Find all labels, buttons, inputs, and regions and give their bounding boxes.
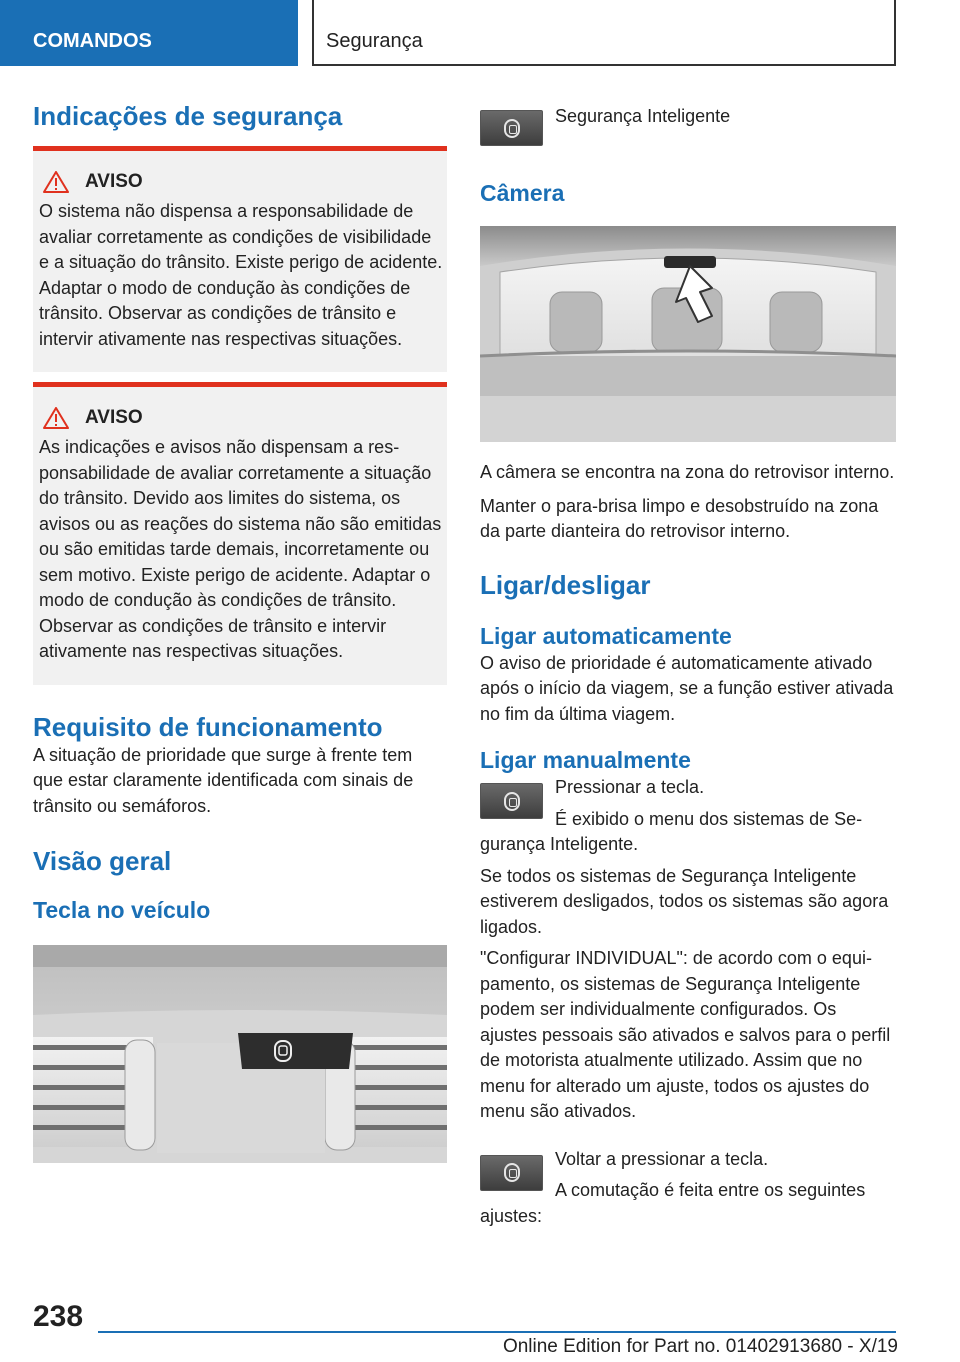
- warning-text: O sistema não dispensa a responsabilidade de avaliar corretamente as condições de visibilidade e a situação do trânsito. Existe perigo de acidente. Adaptar o modo de condução às condições de trânsito. Observar as condições de trânsito e intervir ativamente nas respectivas situações.: [39, 201, 443, 349]
- requirements-title: Requisito de funcionamento: [33, 711, 383, 742]
- warning-label: AVISO: [85, 407, 143, 428]
- warning-text: As indicações e avisos não dispensam a responsabilidade de avaliar corretamente a situação do trânsito. Devido aos limites do sistema, os avisos ou as reações do sistema não são emitidas ou são emitidas tarde demais, incorretamente ou sem motivo. Existe perigo de acidente. Adaptar o modo de condução às condições de trânsito. Observar as condições de trânsito e intervir ativamente nas respectivas situações.: [39, 437, 442, 661]
- warning-box-1: [33, 146, 447, 372]
- auto-on-title: Ligar automaticamente: [480, 622, 732, 649]
- right-column: [480, 100, 896, 1229]
- warning-icon: [43, 171, 69, 193]
- vehicle-key-title: Tecla no veículo: [33, 897, 211, 923]
- key-caption: Segurança Inteligente: [555, 106, 731, 126]
- overview-title: Visão geral: [33, 846, 172, 876]
- camera-location-image: [480, 226, 896, 442]
- left-column: [33, 100, 447, 1163]
- camera-text-1: A câmera se encontra na zona do retrovisor interno.: [480, 462, 895, 482]
- safety-key-image: [480, 783, 543, 819]
- section-title: Segurança: [312, 0, 896, 66]
- manual-text-1: Se todos os sistemas de Segurança Inteligente estiverem desligados, todos os sistemas são agora ligados.: [480, 865, 889, 937]
- warning-box-2: [33, 382, 447, 685]
- car-interior-illustration: [480, 226, 896, 442]
- chapter-tab: COMANDOS: [0, 0, 298, 66]
- manual-step-1: Pressionar a tecla.: [555, 777, 705, 797]
- auto-on-text: O aviso de prioridade é automaticamente ativado após o início da viagem, se a função estiver ativada no fim da última viagem.: [480, 652, 894, 724]
- warning-icon: [43, 407, 69, 429]
- footer-divider: [98, 1331, 896, 1333]
- again-step-2: A comutação é feita entre os seguintes ajustes:: [480, 1180, 866, 1226]
- manual-text-2: "Configurar INDIVIDUAL": de acordo com o equipamento, os sistemas de Segurança Inteligente podem ser individualmente configurados. Os ajustes pessoais são ativados e salvos para o perfil de motorista atualmente utilizado. Assim que no menu for alterado um ajuste, todos os ajustes do menu são ativados.: [480, 948, 891, 1121]
- shield-icon: [504, 792, 520, 811]
- requirements-text: A situação de prioridade que surge à frente tem que estar claramente identificada com sinais de trânsito ou semáforos.: [33, 744, 414, 816]
- page-number: 238: [33, 1300, 84, 1333]
- dashboard-illustration: [33, 945, 447, 1163]
- manual-on-title: Ligar manualmente: [480, 747, 691, 773]
- again-step-1: Voltar a pressionar a tecla.: [555, 1148, 769, 1169]
- safety-title: Indicações de segurança: [33, 101, 343, 131]
- edition-note: Online Edition for Part no. 01402913680 - X/19: [502, 1336, 898, 1357]
- dashboard-button-image: [33, 945, 447, 1163]
- manual-step-2: É exibido o menu dos sistemas de Segurança Inteligente.: [480, 808, 863, 854]
- warning-label: AVISO: [85, 171, 143, 192]
- safety-key-image: [480, 1155, 543, 1191]
- camera-title: Câmera: [480, 180, 565, 206]
- safety-key-image: [480, 110, 543, 146]
- camera-text-2: Manter o para-brisa limpo e desobstruído na zona da parte dianteira do retrovisor interno.: [480, 495, 879, 541]
- on-off-title: Ligar/desligar: [480, 569, 651, 600]
- shield-icon: [504, 1163, 520, 1182]
- shield-icon: [504, 119, 520, 138]
